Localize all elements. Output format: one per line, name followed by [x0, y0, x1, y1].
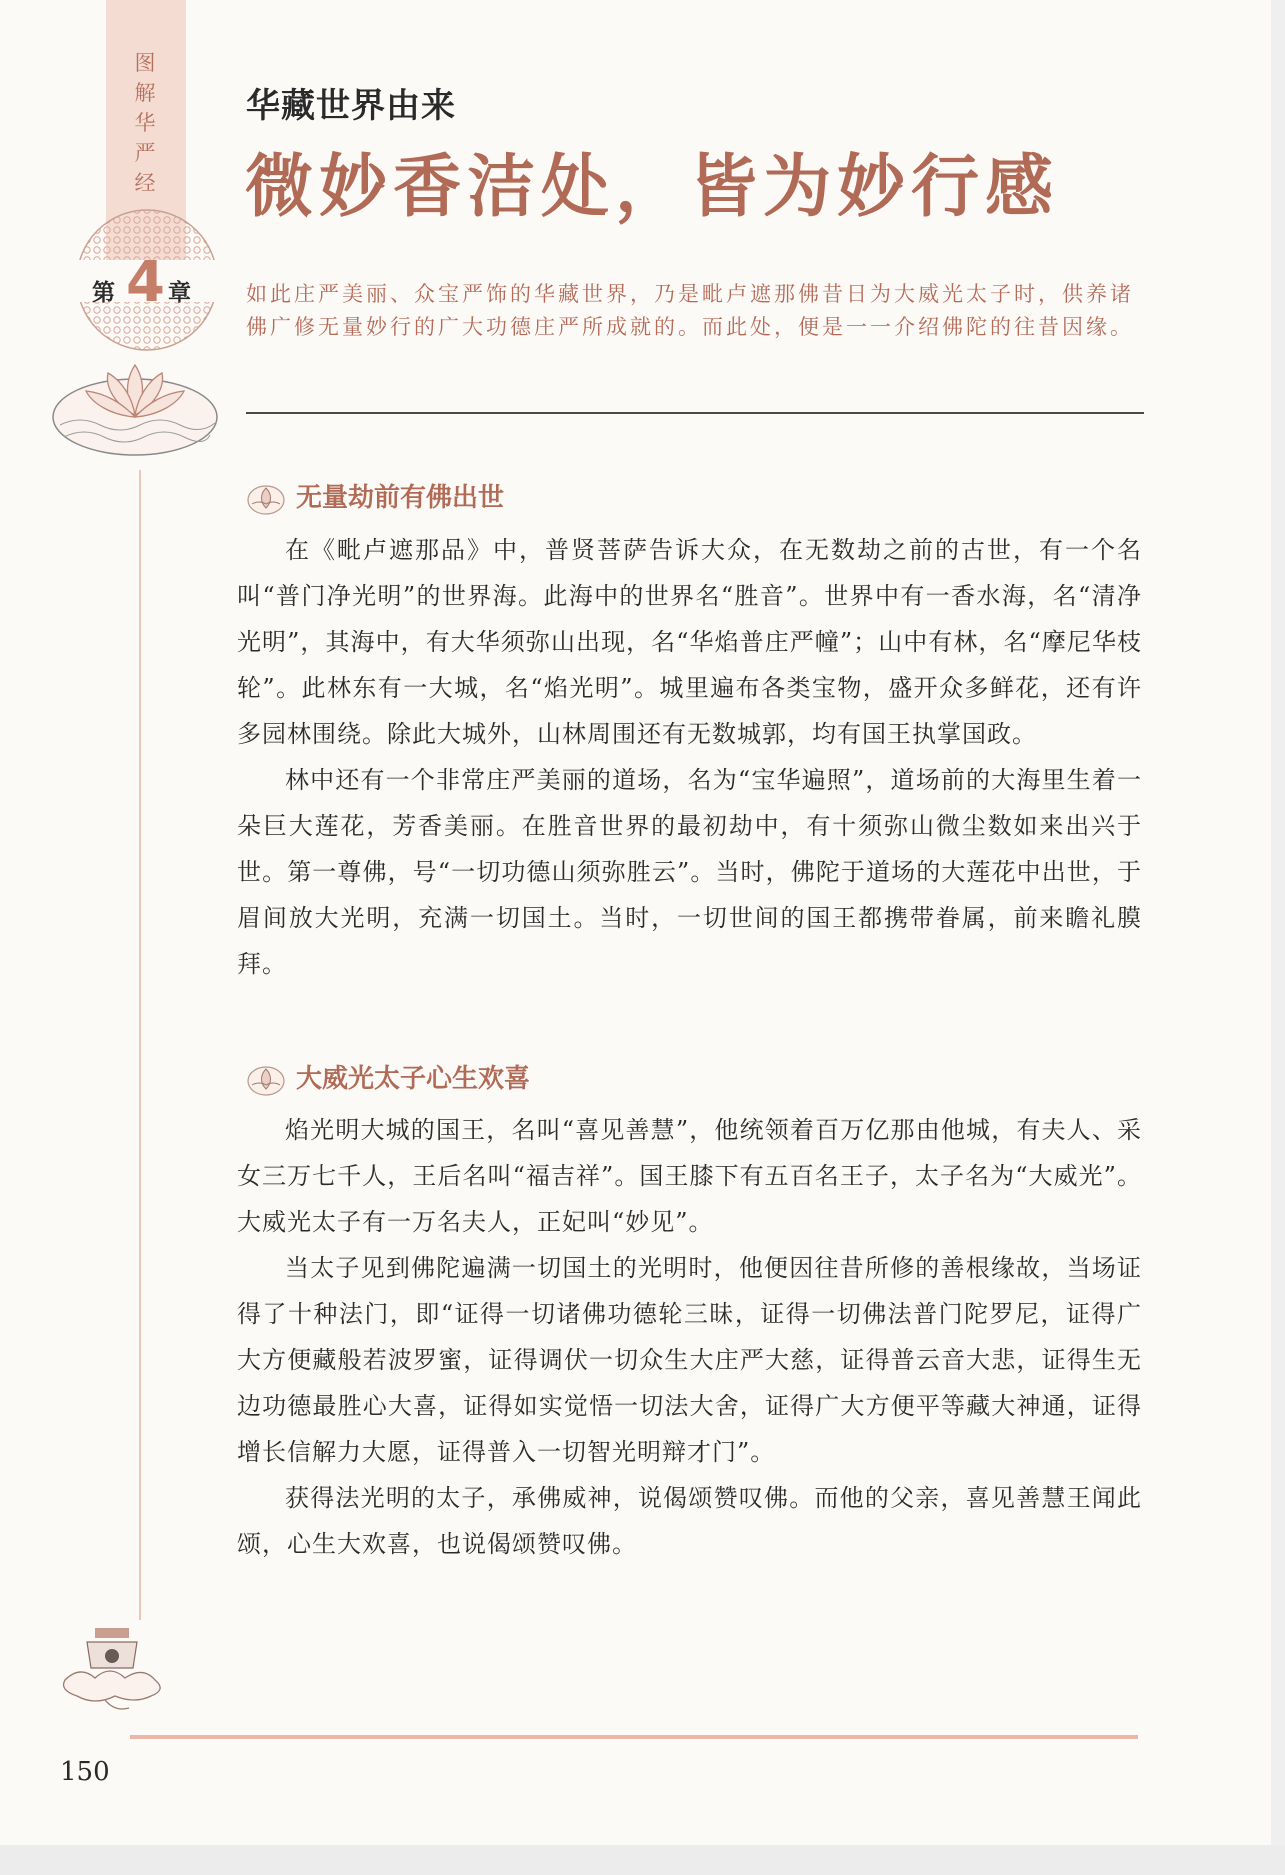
series-char: 解	[134, 81, 156, 105]
series-char: 华	[134, 111, 156, 135]
section-body	[237, 527, 1142, 987]
pagoda-cloud-icon	[55, 1620, 175, 1720]
chapter-prefix: 第	[92, 280, 115, 306]
paragraph: 获得法光明的太子，承佛威神，说偈颂赞叹佛。而他的父亲，喜见善慧王闻此颂，心生大欢喜，也说偈颂赞叹佛。	[237, 1484, 1142, 1558]
series-char: 严	[134, 141, 156, 165]
page-title: 微妙香洁处，皆为妙行感	[245, 147, 1060, 227]
section-title: 无量劫前有佛出世	[296, 483, 505, 513]
section-body	[237, 1107, 1142, 1567]
page-number: 150	[60, 1757, 110, 1787]
side-rule	[139, 470, 141, 1620]
chapter-label	[78, 250, 218, 315]
chapter-number: 4	[126, 250, 165, 315]
series-title	[130, 48, 160, 198]
section-heading	[246, 478, 846, 522]
chapter-suffix: 章	[168, 280, 191, 306]
paragraph: 当太子见到佛陀遍满一切国土的光明时，他便因往昔所修的善根缘故，当场证得了十种法门，即“证得一切诸佛功德轮三昧，证得一切佛法普门陀罗尼，证得广大方便藏般若波罗蜜，证得调伏一切众生大庄严大慈，证得普云音大悲，证得生无边功德最胜心大喜，证得如实觉悟一切法大舍，证得广大方便平等藏大神通，证得增长信解力大愿，证得普入一切智光明辩才门”。	[237, 1254, 1142, 1466]
divider	[246, 412, 1144, 414]
paragraph: 林中还有一个非常庄严美丽的道场，名为“宝华遍照”，道场前的大海里生着一朵巨大莲花，芳香美丽。在胜音世界的最初劫中，有十须弥山微尘数如来出兴于世。第一尊佛，号“一切功德山须弥胜云”。当时，佛陀于道场的大莲花中出世，于眉间放大光明，充满一切国土。当时，一切世间的国王都携带眷属，前来瞻礼膜拜。	[237, 766, 1142, 978]
lotus-icon	[50, 345, 220, 460]
chapter-subtitle: 华藏世界由来	[246, 86, 456, 126]
series-char: 经	[134, 171, 156, 195]
paragraph: 在《毗卢遮那品》中，普贤菩萨告诉大众，在无数劫之前的古世，有一个名叫“普门净光明”的世界海。此海中的世界名“胜音”。世界中有一香水海，名“清净光明”，其海中，有大华须弥山出现，名“华焰普庄严幢”；山中有林，名“摩尼华枝轮”。此林东有一大城，名“焰光明”。城里遍布各类宝物，盛开众多鲜花，还有许多园林围绕。除此大城外，山林周围还有无数城郭，均有国王执掌国政。	[237, 536, 1142, 748]
footer-rule	[130, 1735, 1138, 1739]
paragraph: 焰光明大城的国王，名叫“喜见善慧”，他统领着百万亿那由他城，有夫人、采女三万七千人，王后名叫“福吉祥”。国王膝下有五百名王子，太子名为“大威光”。大威光太子有一万名夫人，正妃叫“妙见”。	[237, 1116, 1142, 1236]
section-heading	[246, 1059, 846, 1103]
lotus-emblem-icon	[246, 1061, 286, 1097]
series-char: 图	[134, 51, 156, 75]
scan-edge	[1271, 0, 1285, 1875]
section-title: 大威光太子心生欢喜	[296, 1064, 531, 1094]
lotus-emblem-icon	[246, 480, 286, 516]
intro-paragraph: 如此庄严美丽、众宝严饰的华藏世界，乃是毗卢遮那佛昔日为大威光太子时，供养诸佛广修无量妙行的广大功德庄严所成就的。而此处，便是一一介绍佛陀的往昔因缘。	[246, 282, 1134, 339]
scan-edge-bottom	[0, 1845, 1285, 1875]
